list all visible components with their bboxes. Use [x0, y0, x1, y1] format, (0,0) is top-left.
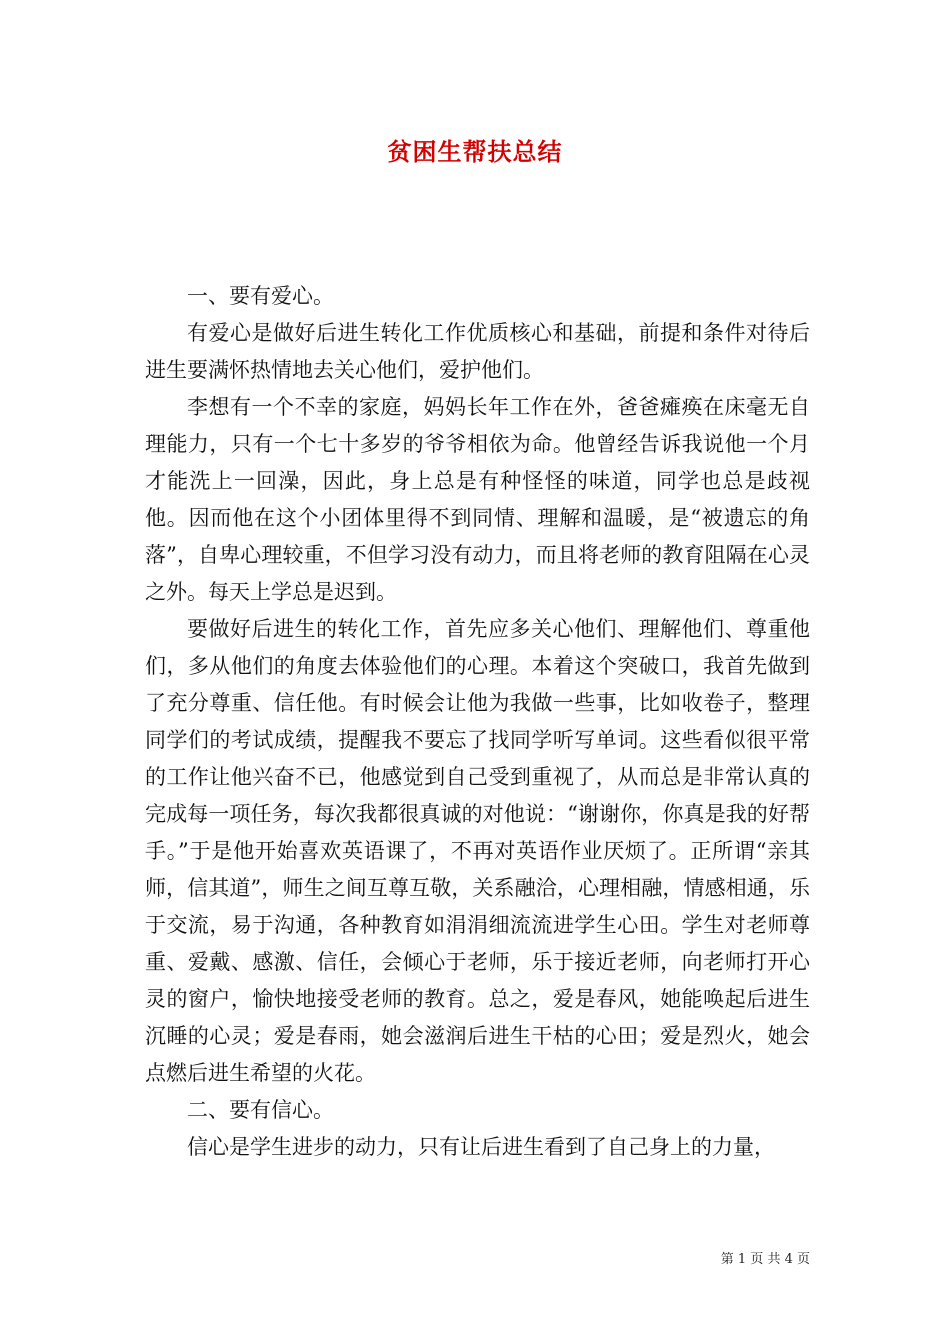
paragraph: 要做好后进生的转化工作，首先应多关心他们、理解他们、尊重他们，多从他们的角度去体验他们的心理。本着这个突破口，我首先做到了充分尊重、信任他。有时候会让他为我做一些事，比如收卷子，整理同学们的考试成绩，提醒我不要忘了找同学听写单词。这些看似很平常的工作让他兴奋不已，他感觉到自己受到重视了，从而总是非常认真的完成每一项任务，每次我都很真诚的对他说：“谢谢你，你真是我的好帮手。”于是他开始喜欢英语课了，不再对英语作业厌烦了。正所谓“亲其师，信其道”，师生之间互尊互敬，关系融洽，心理相融，情感相通，乐于交流，易于沟通，各种教育如涓涓细流流进学生心田。学生对老师尊重、爱戴、感激、信任，会倾心于老师，乐于接近老师，向老师打开心灵的窗户，愉快地接受老师的教育。总之，爱是春风，她能唤起后进生沉睡的心灵；爱是春雨，她会滋润后进生干枯的心田；爱是烈火，她会点燃后进生希望的火花。: [145, 617, 810, 1085]
paragraph: 信心是学生进步的动力，只有让后进生看到了自己身上的力量，: [187, 1135, 775, 1159]
heading-confidence: 二、要有信心。: [187, 1098, 334, 1122]
heading-love: 一、要有爱心。: [187, 284, 334, 308]
document-title: 贫困生帮扶总结: [387, 137, 563, 166]
page-number-footer: 第 1 页 共 4 页: [720, 1252, 810, 1267]
paragraph: 有爱心是做好后进生转化工作优质核心和基础，前提和条件对待后进生要满怀热情地去关心他们，爱护他们。: [145, 321, 810, 382]
paragraph: 李想有一个不幸的家庭，妈妈长年工作在外，爸爸瘫痪在床毫无自理能力，只有一个七十多岁的爷爷相依为命。他曾经告诉我说他一个月才能洗上一回澡，因此，身上总是有种怪怪的味道，同学也总是歧视他。因而他在这个小团体里得不到同情、理解和温暖，是“被遗忘的角落”，自卑心理较重，不但学习没有动力，而且将老师的教育阻隔在心灵之外。每天上学总是迟到。: [145, 395, 810, 604]
document-body: [145, 278, 810, 1166]
